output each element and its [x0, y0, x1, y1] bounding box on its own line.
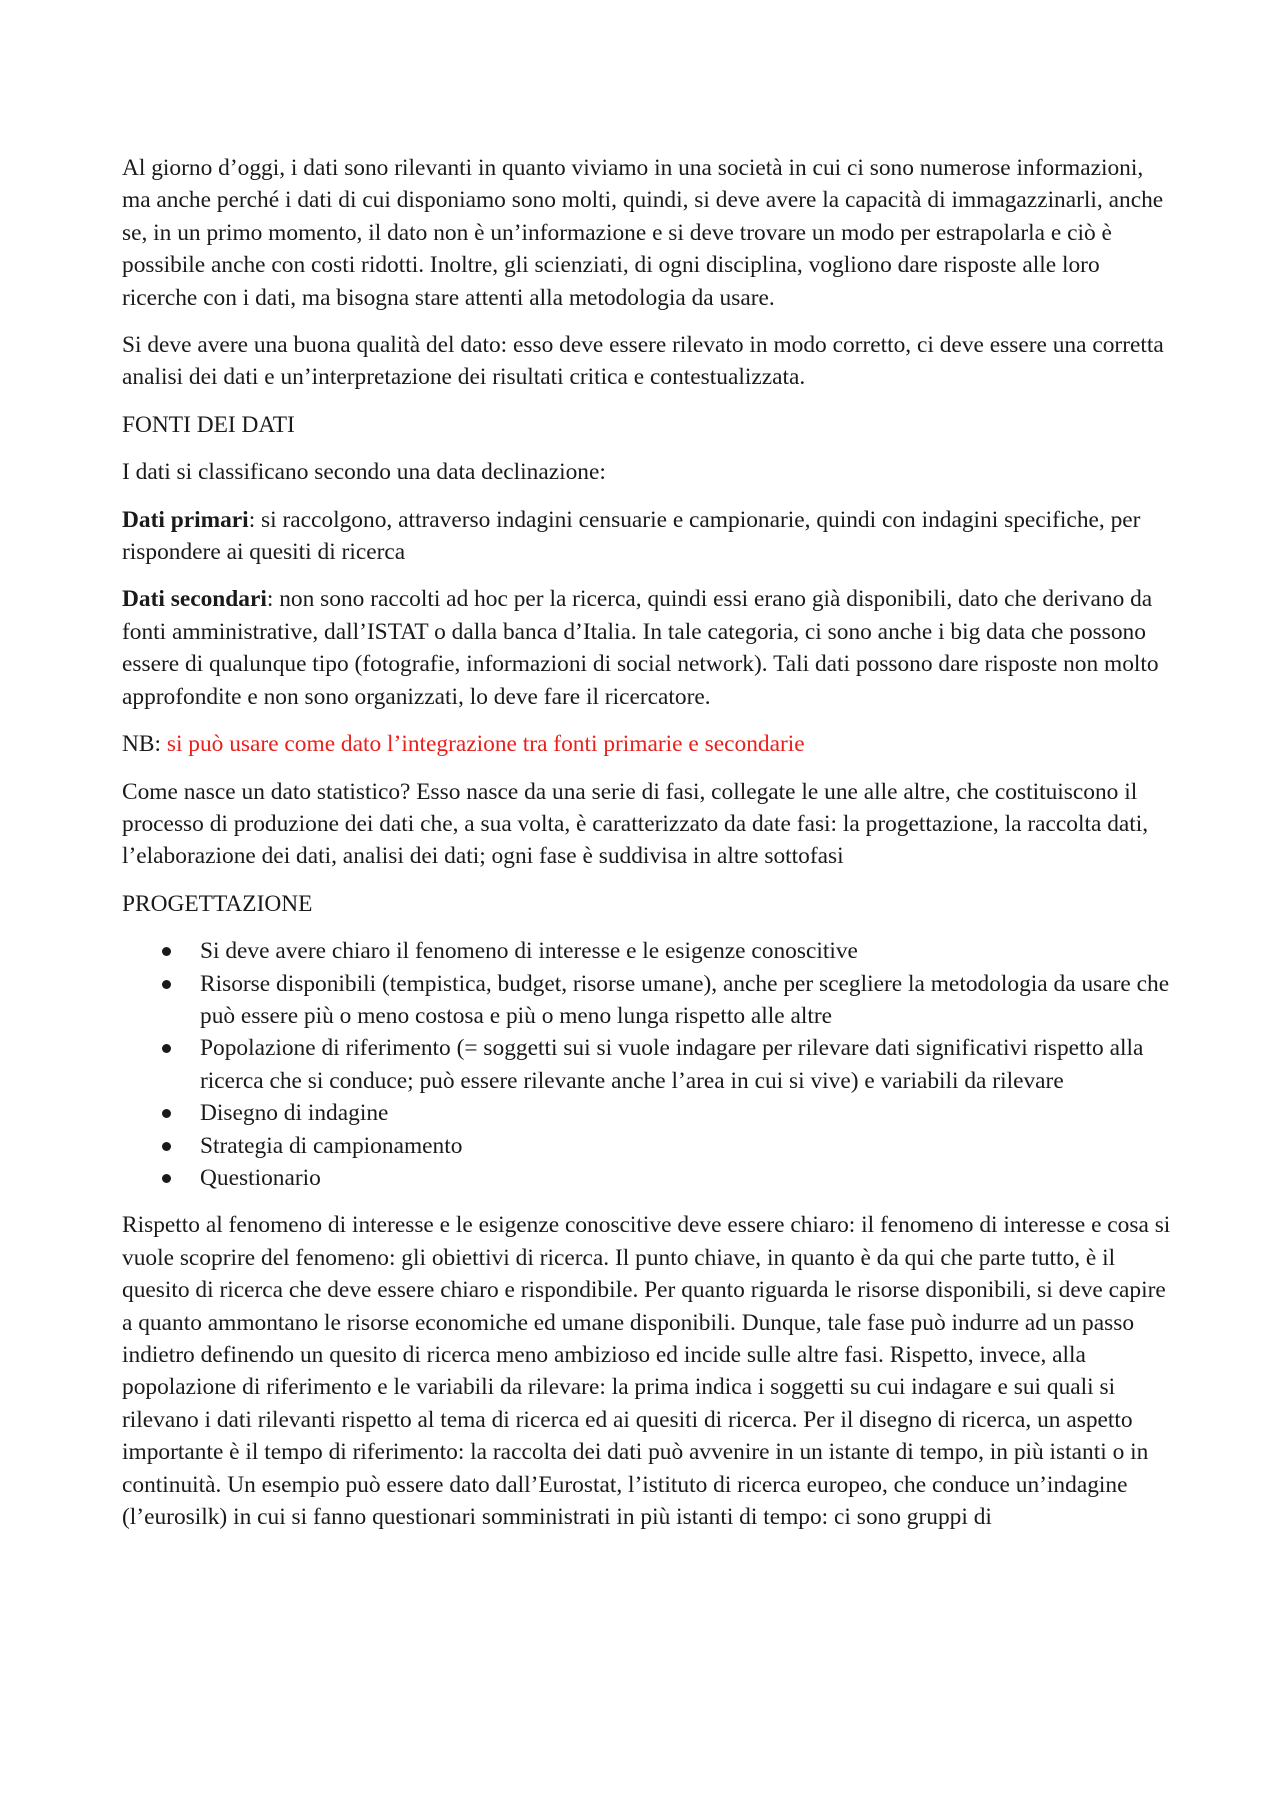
list-item-text: Questionario [200, 1164, 321, 1191]
secondary-data-text: : non sono raccolti ad hoc per la ricerca, quindi essi erano già disponibili, dato che derivano da fonti amministrative, dall’ISTAT o dalla banca d’Italia. In tale categoria, ci sono anche i big data che possono essere di qualunque tipo (fotografie, informazioni di social network). Tali dati possono dare risposte non molto approfondite e non sono organizzati, lo deve fare il ricercatore. [122, 586, 1159, 710]
statistical-data-paragraph: Come nasce un dato statistico? Esso nasce da una serie di fasi, collegate le une alle altre, che costituiscono il processo di produzione dei dati che, a sua volta, è caratterizzato da date fasi: la progettazione, la raccolta dati, l’elaborazione dei dati, analisi dei dati; ogni fase è suddivisa in altre sottofasi [122, 778, 1149, 870]
bullet-icon [162, 947, 171, 956]
bullet-icon [162, 1174, 171, 1183]
document-page [122, 152, 1172, 1548]
list-item-text: Strategia di campionamento [200, 1132, 463, 1159]
primary-data-term: Dati primari [122, 506, 249, 533]
bullet-icon [162, 1044, 171, 1053]
list-item [122, 1162, 1172, 1194]
heading-progettazione: PROGETTAZIONE [122, 890, 313, 917]
progettazione-explanation-paragraph: Rispetto al fenomeno di interesse e le esigenze conoscitive deve essere chiaro: il fenomeno di interesse e cosa si vuole scoprire del fenomeno: gli obiettivi di ricerca. Il punto chiave, in quanto è da qui che parte tutto, è il quesito di ricerca che deve essere chiaro e rispondibile. Per quanto riguarda le risorse disponibili, si deve capire a quanto ammontano le risorse economiche ed umane disponibili. Dunque, tale fase può indurre ad un passo indietro definendo un quesito di ricerca meno ambizioso ed incide sulle altre fasi. Rispetto, invece, alla popolazione di riferimento e le variabili da rilevare: la prima indica i soggetti su cui indagare e sui quali si rilevano i dati rilevanti rispetto al tema di ricerca ed ai quesiti di ricerca. Per il disegno di ricerca, un aspetto importante è il tempo di riferimento: la raccolta dei dati può avvenire in un istante di tempo, in più istanti o in continuità. Un esempio può essere dato dall’Eurostat, l’istituto di ricerca europeo, che conduce un’indagine (l’eurosilk) in cui si fanno questionari somministrati in più istanti di tempo: ci sono gruppi di [122, 1212, 1171, 1531]
list-item-text: Popolazione di riferimento (= soggetti sui si vuole indagare per rilevare dati significativi rispetto alla ricerca che si conduce; può essere rilevante anche l’area in cui si vive) e variabili da rilevare [200, 1035, 1144, 1094]
classification-paragraph: I dati si classificano secondo una data declinazione: [122, 459, 606, 486]
list-item-text: Risorse disponibili (tempistica, budget, risorse umane), anche per scegliere la metodologia da usare che può essere più o meno costosa e più o meno lunga rispetto alle altre [200, 970, 1170, 1029]
list-item-text: Disegno di indagine [200, 1100, 389, 1127]
intro-paragraph: Al giorno d’oggi, i dati sono rilevanti in quanto viviamo in una società in cui ci sono numerose informazioni, ma anche perché i dati di cui disponiamo sono molti, quindi, si deve avere la capacità di immagazzinarli, anche se, in un primo momento, il dato non è un’informazione e si deve trovare un modo per estrapolarla e ciò è possibile anche con costi ridotti. Inoltre, gli scienziati, di ogni disciplina, vogliono dare risposte alle loro ricerche con i dati, ma bisogna stare attenti alla metodologia da usare. [122, 155, 1164, 311]
list-item [122, 968, 1172, 1033]
list-item [122, 1032, 1172, 1097]
primary-data-paragraph [122, 504, 1172, 569]
bullet-icon [162, 980, 171, 989]
nb-label: NB: [122, 731, 161, 758]
secondary-data-paragraph [122, 583, 1172, 713]
list-item-text: Si deve avere chiaro il fenomeno di interesse e le esigenze conoscitive [200, 938, 858, 965]
nb-note [122, 728, 1172, 760]
progettazione-bullet-list [122, 935, 1172, 1194]
list-item [122, 935, 1172, 967]
list-item [122, 1097, 1172, 1129]
list-item [122, 1130, 1172, 1162]
data-quality-paragraph: Si deve avere una buona qualità del dato: esso deve essere rilevato in modo corretto, ci deve essere una corretta analisi dei dati e un’interpretazione dei risultati critica e contestualizzata. [122, 332, 1164, 391]
primary-data-text: : si raccolgono, attraverso indagini censuarie e campionarie, quindi con indagini specifiche, per rispondere ai quesiti di ricerca [122, 506, 1141, 566]
bullet-icon [162, 1142, 171, 1151]
nb-text: si può usare come dato l’integrazione tra fonti primarie e secondarie [161, 731, 805, 758]
heading-fonti-dei-dati: FONTI DEI DATI [122, 411, 295, 438]
bullet-icon [162, 1109, 171, 1118]
secondary-data-term: Dati secondari [122, 586, 267, 613]
